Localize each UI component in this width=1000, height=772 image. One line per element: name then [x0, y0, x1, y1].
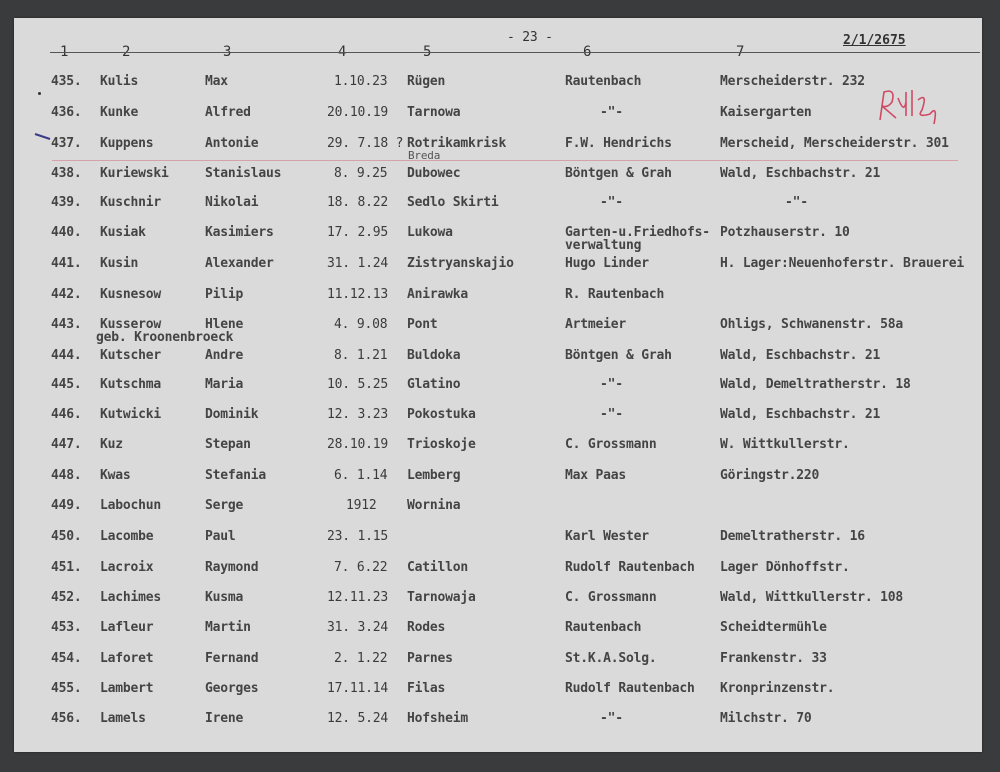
- entry-number: 436.: [51, 105, 82, 120]
- first-name: Serge: [205, 498, 244, 513]
- entry-number: 453.: [51, 620, 82, 635]
- entry-number: 449.: [51, 498, 82, 513]
- address: Ohligs, Schwanenstr. 58a: [720, 317, 904, 332]
- column-number-1: 1: [60, 44, 69, 60]
- birth-date: 17. 2.95: [327, 225, 389, 240]
- document-reference: 2/1/2675: [843, 33, 906, 48]
- address: Wald, Wittkullerstr. 108: [720, 590, 904, 605]
- address: Kaisergarten: [720, 105, 812, 120]
- birth-place: Glatino: [407, 377, 461, 392]
- table-row: [0, 529, 1000, 549]
- birth-date: 6. 1.14: [334, 468, 388, 483]
- first-name: Martin: [205, 620, 251, 635]
- surname: Kuppens: [100, 136, 154, 151]
- birth-date: 18. 8.22: [327, 195, 389, 210]
- surname: Lacombe: [100, 529, 154, 544]
- entry-number: 455.: [51, 681, 82, 696]
- table-row: [0, 287, 1000, 307]
- surname: Labochun: [100, 498, 162, 513]
- column-number-6: 6: [583, 44, 592, 60]
- first-name: Stanislaus: [205, 166, 282, 181]
- employer: Hugo Linder: [565, 256, 649, 271]
- birth-place: Dubowec: [407, 166, 461, 181]
- table-row: [0, 620, 1000, 640]
- first-name: Alexander: [205, 256, 274, 271]
- employer: Rautenbach: [565, 620, 642, 635]
- employer: C. Grossmann: [565, 437, 657, 452]
- surname: Laforet: [100, 651, 154, 666]
- birth-date: 31. 3.24: [327, 620, 389, 635]
- birth-place: Catillon: [407, 560, 469, 575]
- entry-number: 451.: [51, 560, 82, 575]
- entry-number: 439.: [51, 195, 82, 210]
- column-number-7: 7: [736, 44, 745, 60]
- birth-place: Anirawka: [407, 287, 469, 302]
- employer: Böntgen & Grah: [565, 348, 672, 363]
- birth-place: Lukowa: [407, 225, 453, 240]
- surname: Kutwicki: [100, 407, 162, 422]
- employer: Karl Wester: [565, 529, 649, 544]
- entry-number: 443.: [51, 317, 82, 332]
- entry-number: 448.: [51, 468, 82, 483]
- first-name: Raymond: [205, 560, 259, 575]
- address: Frankenstr. 33: [720, 651, 827, 666]
- birth-place: Zistryanskajio: [407, 256, 514, 271]
- birth-place: Rodes: [407, 620, 446, 635]
- employer: Artmeier: [565, 317, 627, 332]
- birth-date: 12.11.23: [327, 590, 389, 605]
- birth-place: Rotrikamkrisk: [407, 136, 507, 151]
- table-row: [0, 681, 1000, 701]
- first-name: Pilip: [205, 287, 244, 302]
- birth-place: Sedlo Skirti: [407, 195, 499, 210]
- surname: Kutscher: [100, 348, 162, 363]
- first-name: Maria: [205, 377, 244, 392]
- entry-number: 456.: [51, 711, 82, 726]
- entry-number: 447.: [51, 437, 82, 452]
- address: Kronprinzenstr.: [720, 681, 835, 696]
- employer: Böntgen & Grah: [565, 166, 672, 181]
- birth-date: 11.12.13: [327, 287, 389, 302]
- table-row: [0, 136, 1000, 162]
- employer: Rudolf Rautenbach: [565, 681, 695, 696]
- employer: Max Paas: [565, 468, 627, 483]
- first-name: Fernand: [205, 651, 259, 666]
- address: Wald, Eschbachstr. 21: [720, 166, 881, 181]
- birth-place: Trioskoje: [407, 437, 476, 452]
- first-name: Antonie: [205, 136, 259, 151]
- surname: Lamels: [100, 711, 146, 726]
- surname: Kusiak: [100, 225, 146, 240]
- surname: Kuschnir: [100, 195, 162, 210]
- employer: -"-: [600, 195, 623, 210]
- address: Demeltratherstr. 16: [720, 529, 865, 544]
- employer: -"-: [600, 105, 623, 120]
- birth-date: 28.10.19: [327, 437, 389, 452]
- entry-number: 442.: [51, 287, 82, 302]
- birth-date: 20.10.19: [327, 105, 389, 120]
- first-name: Dominik: [205, 407, 259, 422]
- red-underline: [52, 160, 958, 161]
- table-row: [0, 256, 1000, 276]
- birth-place: Filas: [407, 681, 446, 696]
- birth-date: 23. 1.15: [327, 529, 389, 544]
- first-name: Irene: [205, 711, 244, 726]
- table-row: [0, 166, 1000, 186]
- address: Göringstr.220: [720, 468, 820, 483]
- birth-date: 1.10.23: [334, 74, 388, 89]
- table-row: [0, 468, 1000, 488]
- employer: R. Rautenbach: [565, 287, 665, 302]
- birth-date: 1912: [346, 498, 377, 513]
- address: -"-: [785, 195, 808, 210]
- entry-number: 438.: [51, 166, 82, 181]
- column-number-5: 5: [423, 44, 432, 60]
- birth-place-correction: Breda: [408, 149, 441, 162]
- address: Lager Dönhoffstr.: [720, 560, 850, 575]
- surname: Lambert: [100, 681, 154, 696]
- first-name: Andre: [205, 348, 244, 363]
- table-row: [0, 348, 1000, 368]
- surname: Kuriewski: [100, 166, 169, 181]
- entry-number: 437.: [51, 136, 82, 151]
- birth-place: Pont: [407, 317, 438, 332]
- birth-place: Parnes: [407, 651, 453, 666]
- address: Wald, Demeltratherstr. 18: [720, 377, 911, 392]
- address: H. Lager:Neuenhoferstr. Brauerei: [720, 256, 965, 271]
- table-row: [0, 407, 1000, 427]
- address: Merscheid, Merscheiderstr. 301: [720, 136, 949, 151]
- surname: Lachimes: [100, 590, 162, 605]
- birth-place: Tarnowaja: [407, 590, 476, 605]
- address: Merscheiderstr. 232: [720, 74, 865, 89]
- table-row: [0, 651, 1000, 671]
- first-name: Alfred: [205, 105, 251, 120]
- maiden-name: geb. Kroonenbroeck: [96, 330, 234, 345]
- entry-number: 454.: [51, 651, 82, 666]
- column-number-3: 3: [223, 44, 232, 60]
- entry-number: 440.: [51, 225, 82, 240]
- employer-continued: verwaltung: [565, 238, 642, 253]
- first-name: Nikolai: [205, 195, 259, 210]
- entry-number: 444.: [51, 348, 82, 363]
- employer: -"-: [600, 377, 623, 392]
- surname: Lacroix: [100, 560, 154, 575]
- entry-number: 446.: [51, 407, 82, 422]
- surname: Lafleur: [100, 620, 154, 635]
- employer: -"-: [600, 711, 623, 726]
- employer: Garten-u.Friedhofs-: [565, 225, 710, 240]
- employer: F.W. Hendrichs: [565, 136, 672, 151]
- table-row: [0, 711, 1000, 731]
- header-rule: [50, 52, 980, 53]
- surname: Kunke: [100, 105, 139, 120]
- employer: Rautenbach: [565, 74, 642, 89]
- birth-date: 8. 1.21: [334, 348, 388, 363]
- birth-date: 29. 7.18 ?: [327, 136, 404, 151]
- table-row: [0, 590, 1000, 610]
- birth-date: 17.11.14: [327, 681, 389, 696]
- surname: Kutschma: [100, 377, 162, 392]
- table-row: [0, 437, 1000, 457]
- first-name: Georges: [205, 681, 259, 696]
- employer: St.K.A.Solg.: [565, 651, 657, 666]
- table-row: [0, 498, 1000, 518]
- table-row: [0, 377, 1000, 397]
- address: Milchstr. 70: [720, 711, 812, 726]
- entry-number: 452.: [51, 590, 82, 605]
- birth-place: Pokostuka: [407, 407, 476, 422]
- column-number-4: 4: [338, 44, 347, 60]
- first-name: Kusma: [205, 590, 244, 605]
- employer: -"-: [600, 407, 623, 422]
- address: Scheidtermühle: [720, 620, 827, 635]
- birth-place: Buldoka: [407, 348, 461, 363]
- birth-date: 10. 5.25: [327, 377, 389, 392]
- table-row: [0, 225, 1000, 253]
- employer: Rudolf Rautenbach: [565, 560, 695, 575]
- surname: Kwas: [100, 468, 131, 483]
- birth-date: 12. 5.24: [327, 711, 389, 726]
- entry-number: 450.: [51, 529, 82, 544]
- employer: C. Grossmann: [565, 590, 657, 605]
- birth-place: Wornina: [407, 498, 461, 513]
- column-number-2: 2: [122, 44, 131, 60]
- first-name: Stepan: [205, 437, 251, 452]
- birth-date: 31. 1.24: [327, 256, 389, 271]
- first-name: Hlene: [205, 317, 244, 332]
- address: Potzhauserstr. 10: [720, 225, 850, 240]
- birth-date: 8. 9.25: [334, 166, 388, 181]
- first-name: Stefania: [205, 468, 267, 483]
- birth-date: 4. 9.08: [334, 317, 388, 332]
- table-row: [0, 74, 1000, 94]
- table-row: [0, 317, 1000, 345]
- entry-number: 435.: [51, 74, 82, 89]
- address: W. Wittkullerstr.: [720, 437, 850, 452]
- surname: Kuz: [100, 437, 123, 452]
- birth-place: Lemberg: [407, 468, 461, 483]
- address: Wald, Eschbachstr. 21: [720, 407, 881, 422]
- birth-date: 12. 3.23: [327, 407, 389, 422]
- entry-number: 441.: [51, 256, 82, 271]
- surname: Kulis: [100, 74, 139, 89]
- table-row: [0, 560, 1000, 580]
- birth-date: 7. 6.22: [334, 560, 388, 575]
- surname: Kusserow: [100, 317, 162, 332]
- surname: Kusnesow: [100, 287, 162, 302]
- table-row: [0, 105, 1000, 125]
- address: Wald, Eschbachstr. 21: [720, 348, 881, 363]
- table-row: [0, 195, 1000, 215]
- surname: Kusin: [100, 256, 139, 271]
- first-name: Max: [205, 74, 228, 89]
- entry-number: 445.: [51, 377, 82, 392]
- birth-place: Tarnowa: [407, 105, 461, 120]
- page-number: - 23 -: [507, 30, 553, 45]
- first-name: Paul: [205, 529, 236, 544]
- first-name: Kasimiers: [205, 225, 274, 240]
- birth-date: 2. 1.22: [334, 651, 388, 666]
- birth-place: Rügen: [407, 74, 446, 89]
- birth-place: Hofsheim: [407, 711, 469, 726]
